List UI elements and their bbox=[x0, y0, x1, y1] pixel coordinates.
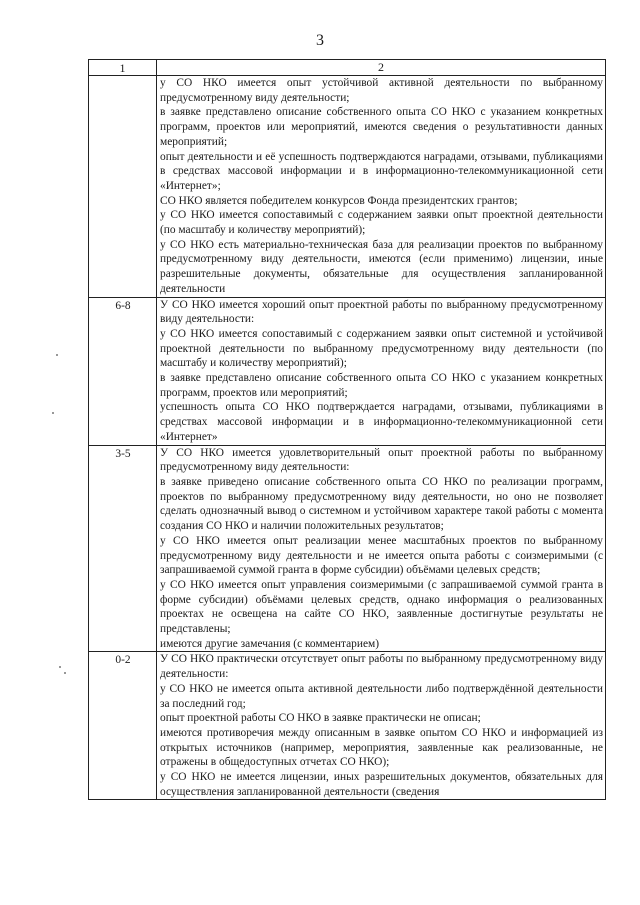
criterion-text: У СО НКО имеется удовлетворительный опыт проектной работы по выбранному предусмотренному виду деятельности: bbox=[160, 446, 603, 474]
score-cell: 6-8 bbox=[89, 297, 157, 445]
criterion-text: у СО НКО имеется опыт управления соизмеримыми (с запрашиваемой суммой гранта в форме субсидии) объёмами целевых средств, однако информация о реализованных проектах не освещена на сайте СО НКО, заявленные достигнутые результаты не представлены; bbox=[160, 578, 603, 636]
criterion-text: у СО НКО имеется опыт реализации менее масштабных проектов по выбранному предусмотренному виду деятельности и не имеется опыта работы с соизмеримыми (с запрашиваемой суммой гранта в форме субсидии) объёмами целевых средств; bbox=[160, 534, 603, 577]
criterion-text: у СО НКО не имеется лицензии, иных разрешительных документов, обязательных для осуществления запланированной деятельности (сведения bbox=[160, 771, 603, 798]
criteria-table bbox=[88, 59, 606, 800]
table-header-row bbox=[89, 60, 606, 76]
score-cell bbox=[89, 76, 157, 298]
criterion-text: У СО НКО практически отсутствует опыт работы по выбранному предусмотренному виду деятельности: bbox=[160, 653, 603, 681]
page-number: 3 bbox=[316, 32, 324, 49]
scan-speck bbox=[59, 666, 61, 668]
criterion-text: СО НКО является победителем конкурсов Фонда президентских грантов; bbox=[160, 194, 518, 207]
criterion-text: успешность опыта СО НКО подтверждается наградами, отзывами, публикациями в средствах массовой информации и в информационно-телекоммуникационной сети «Интернет» bbox=[160, 401, 603, 443]
description-cell bbox=[157, 76, 606, 298]
criterion-text: имеются противоречия между описанным в заявке опытом СО НКО и информацией из открытых источников (например, мероприятия, заявленные как реализованные, не отражены в общедоступных отчетах СО НКО); bbox=[160, 726, 603, 769]
criterion-text: в заявке представлено описание собственного опыта СО НКО с указанием конкретных программ, проектов или мероприятий, имеются сведения о результативности данных мероприятий; bbox=[160, 106, 603, 148]
criterion-text: у СО НКО имеется сопоставимый с содержанием заявки опыт проектной деятельности (по масштабу и количеству мероприятий); bbox=[160, 209, 603, 237]
criterion-text: опыт деятельности и её успешность подтверждаются наградами, отзывами, публикациями в средствах массовой информации и в информационно-телекоммуникационной сети «Интернет»; bbox=[160, 150, 603, 192]
criterion-text: у СО НКО имеется опыт устойчивой активной деятельности по выбранному предусмотренному виду деятельности; bbox=[160, 77, 603, 104]
criterion-text: у СО НКО есть материально-техническая база для реализации проектов по выбранному предусмотренному виду деятельности, имеются (если применимо) лицензии, иные разрешительные документы, обязательные для осуществления запланированной деятельности bbox=[160, 238, 603, 295]
table-row bbox=[89, 297, 606, 445]
table-row bbox=[89, 652, 606, 800]
scan-speck bbox=[56, 354, 58, 356]
scan-speck bbox=[64, 672, 66, 674]
score-cell: 3-5 bbox=[89, 445, 157, 652]
criterion-text: у СО НКО имеется сопоставимый с содержанием заявки опыт системной и устойчивой проектной деятельности по выбранному предусмотренному виду деятельности (по масштабу и количеству мероприятий); bbox=[160, 327, 603, 370]
scan-speck bbox=[52, 412, 54, 414]
criterion-text: имеются другие замечания (с комментарием) bbox=[160, 637, 380, 650]
column-header-2: 2 bbox=[157, 60, 606, 76]
criterion-text: в заявке представлено описание собственного опыта СО НКО с указанием конкретных программ, проектов или мероприятий; bbox=[160, 372, 603, 399]
score-cell: 0-2 bbox=[89, 652, 157, 800]
description-cell bbox=[157, 652, 606, 800]
criterion-text: У СО НКО имеется хороший опыт проектной работы по выбранному предусмотренному виду деятельности: bbox=[160, 298, 603, 326]
criterion-text: в заявке приведено описание собственного опыта СО НКО по реализации программ, проектов по выбранному предусмотренному виду деятельности, но оно не позволяет сделать однозначный вывод о системном и устойчивом характере такой работы с момента создания СО НКО и наличии положительных результатов; bbox=[160, 475, 603, 533]
table-row bbox=[89, 445, 606, 652]
criterion-text: у СО НКО не имеется опыта активной деятельности либо подтверждённой деятельности за последний год; bbox=[160, 682, 603, 710]
description-cell bbox=[157, 297, 606, 445]
column-header-1: 1 bbox=[89, 60, 157, 76]
criterion-text: опыт проектной работы СО НКО в заявке практически не описан; bbox=[160, 712, 481, 725]
description-cell bbox=[157, 445, 606, 652]
table-row bbox=[89, 76, 606, 298]
